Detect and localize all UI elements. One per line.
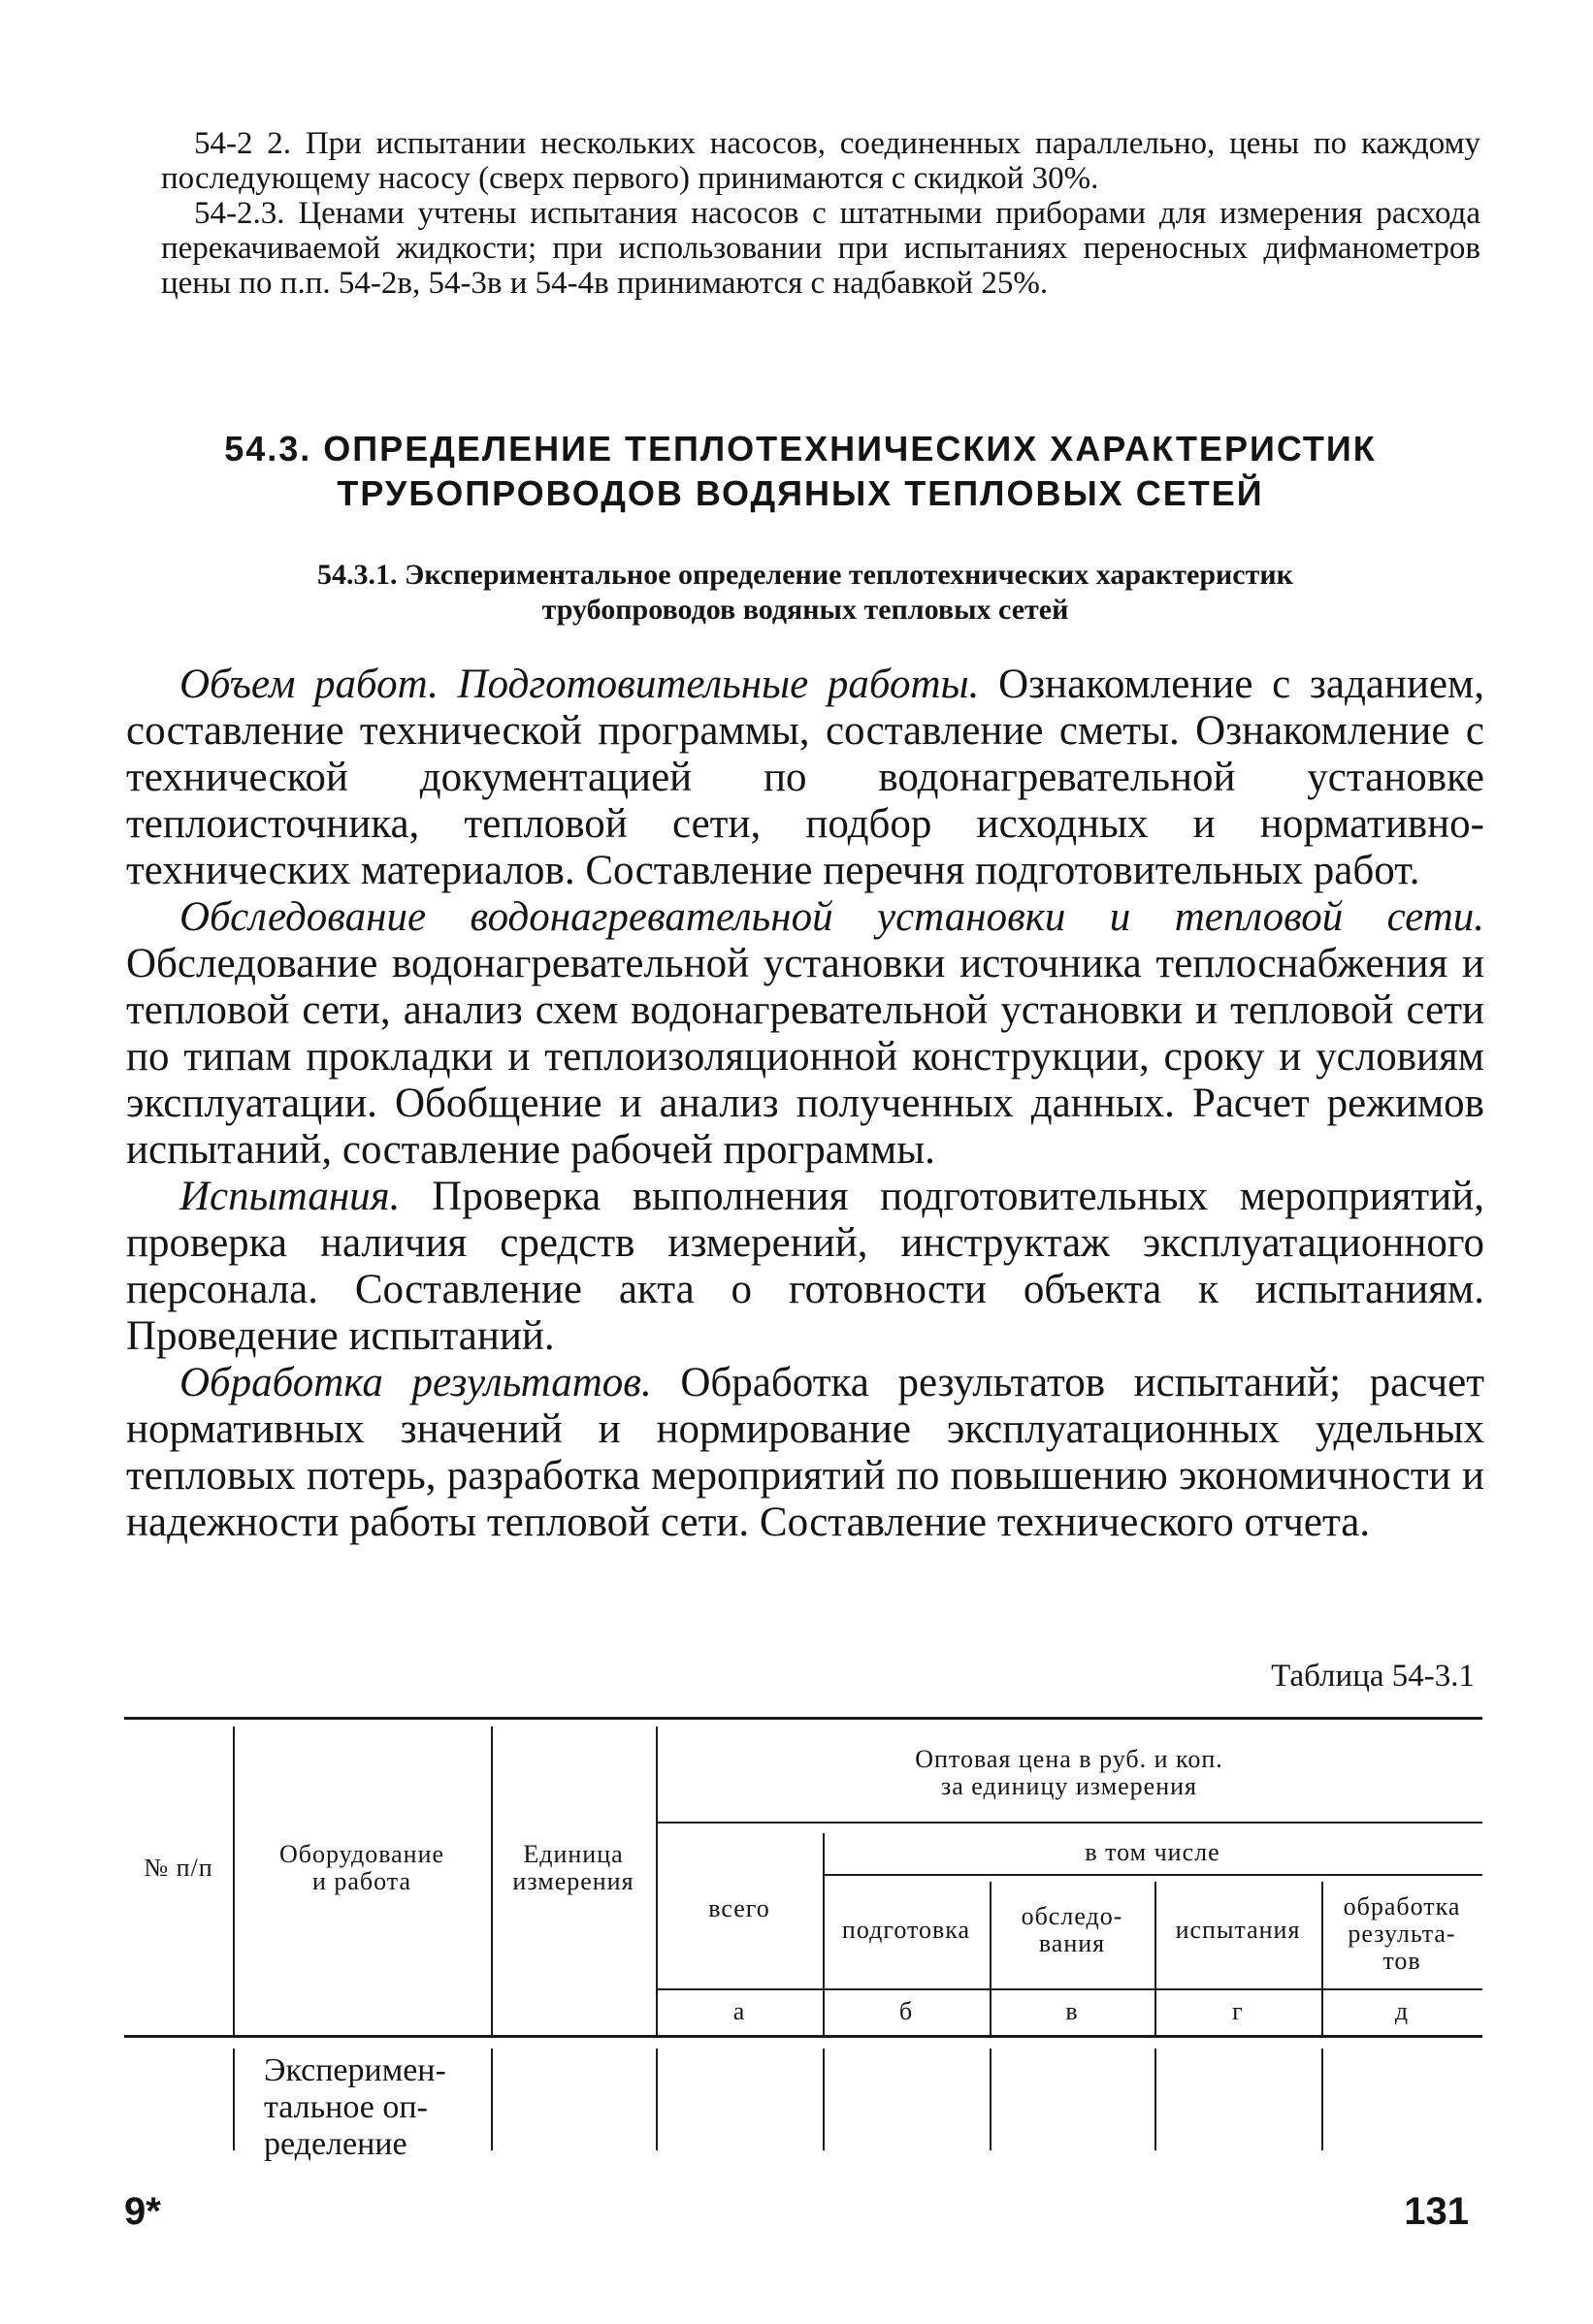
col-num-header: № п/п xyxy=(144,1854,213,1882)
col-proc-line2: результа- xyxy=(1348,1920,1456,1948)
rule-under-including xyxy=(823,1874,1482,1876)
col-unit-header xyxy=(491,1841,656,1895)
col-proc-line3: тов xyxy=(1382,1947,1421,1975)
table-caption: Таблица 54-3.1 xyxy=(1271,1659,1475,1694)
section-title-line2: ТРУБОПРОВОДОВ ВОДЯНЫХ ТЕПЛОВЫХ СЕТЕЙ xyxy=(337,473,1264,513)
col-survey-header xyxy=(990,1903,1154,1957)
paragraph-lead: Обследование водонагревательной установки и тепловой сети. xyxy=(179,894,1484,940)
top-notes xyxy=(161,126,1480,301)
body-text xyxy=(126,662,1484,1546)
col-unit-line1: Единица xyxy=(523,1840,624,1868)
vline-body-6 xyxy=(1154,2049,1156,2150)
vline-body-2 xyxy=(491,2049,493,2150)
price-group-header xyxy=(656,1746,1482,1800)
letter-v: в xyxy=(1065,1997,1079,2025)
col-equipment-line1: Оборудование xyxy=(278,1840,445,1868)
paragraph-text: Обследование водонагревательной установки источника теплоснабжения и тепловой сети, анализ схем водонагревательной установки и тепловой сети по типам прокладки и теплоизоляционной конструкции, сроку и условиям эксплуатации. Обобщение и анализ полученных данных. Расчет режимов испытаний, составление рабочей программы. xyxy=(126,941,1484,1173)
paragraph-scope xyxy=(126,662,1484,894)
col-prep-header: подготовка xyxy=(841,1916,971,1944)
paragraph-survey xyxy=(126,894,1484,1174)
price-group-line1: Оптовая цена в руб. и коп. xyxy=(915,1745,1223,1773)
rule-under-headers xyxy=(656,1988,1482,1990)
letter-g: г xyxy=(1232,1997,1244,2025)
paragraph-text: Ознакомление с заданием, составление технической программы, составление сметы. Ознакомление с технической документацией по водонагревательной установке теплоисточника, тепловой сети, подбор исходных и нормативно-технических материалов. Составление перечня подготовительных работ. xyxy=(126,662,1484,893)
section-title xyxy=(146,427,1455,516)
paragraph-tests xyxy=(126,1174,1484,1360)
note-54-2-3: 54-2.3. Ценами учтены испытания насосов с штатными приборами для измерения расхода перекачиваемой жидкости; при использовании при испытаниях переносных дифманометров цены по п.п. 54-2в, 54-3в и 54-4в принимаются с надбавкой 25%. xyxy=(161,196,1480,301)
price-group-line2: за единицу измерения xyxy=(940,1772,1198,1800)
table-top-rule xyxy=(124,1717,1482,1720)
col-tests-header: испытания xyxy=(1175,1916,1301,1944)
row1-line2: тальное оп- xyxy=(264,2089,428,2125)
letter-b: б xyxy=(898,1997,914,2025)
col-proc-line1: обработка xyxy=(1343,1892,1461,1921)
including-header: в том числе xyxy=(1085,1838,1220,1866)
col-survey-line2: вания xyxy=(1038,1929,1106,1957)
paragraph-text: Проверка выполнения подготовительных мероприятий, проверка наличия средств измерений, инструктаж эксплуатационного персонала. Составление акта о готовности объекта к испытаниям. Проведение испытаний. xyxy=(126,1174,1484,1359)
col-unit-line2: измерения xyxy=(512,1867,634,1895)
paragraph-lead: Испытания. xyxy=(179,1174,401,1219)
vline-body-7 xyxy=(1321,2049,1323,2150)
paragraph-lead: Обработка результатов. xyxy=(179,1360,652,1405)
letter-a: а xyxy=(732,1997,746,2025)
subsection-title xyxy=(175,558,1436,628)
row1-line1: Эксперимен- xyxy=(264,2052,446,2088)
section-title-line1: 54.3. ОПРЕДЕЛЕНИЕ ТЕПЛОТЕХНИЧЕСКИХ ХАРАКТЕРИСТИК xyxy=(224,429,1377,468)
subsection-title-line1: 54.3.1. Экспериментальное определение теплотехнических характеристик xyxy=(317,559,1293,591)
letter-d: д xyxy=(1394,1997,1410,2025)
vline-body-5 xyxy=(990,2049,992,2150)
col-equipment-header xyxy=(233,1841,491,1895)
rule-under-price-group xyxy=(656,1822,1482,1824)
subsection-title-line2: трубопроводов водяных тепловых сетей xyxy=(541,594,1069,626)
col-survey-line1: обследо- xyxy=(1021,1902,1123,1930)
row1-line3: ределение xyxy=(264,2126,407,2162)
col-equipment-line2: и работа xyxy=(311,1867,412,1895)
paragraph-processing xyxy=(126,1360,1484,1546)
vline-body-4 xyxy=(823,2049,825,2150)
col-total-header: всего xyxy=(708,1894,770,1922)
page-number: 131 xyxy=(1404,2190,1469,2233)
note-54-2-2: 54-2 2. При испытании нескольких насосов, соединенных параллельно, цены по каждому последующему насосу (сверх первого) принимаются с скидкой 30%. xyxy=(161,126,1480,196)
paragraph-text: Обработка результатов испытаний; расчет нормативных значений и нормирование эксплуатационных удельных тепловых потерь, разработка мероприятий по повышению экономичности и надежности работы тепловой сети. Составление технического отчета. xyxy=(126,1360,1484,1545)
paragraph-lead: Объем работ. Подготовительные работы. xyxy=(179,662,980,707)
vline-body-1 xyxy=(233,2049,235,2150)
col-proc-header xyxy=(1321,1893,1482,1975)
signature-mark: 9* xyxy=(124,2190,161,2233)
table-header-bottom-rule xyxy=(124,2035,1482,2038)
vline-body-3 xyxy=(656,2049,658,2150)
table-row-equipment xyxy=(264,2052,491,2163)
